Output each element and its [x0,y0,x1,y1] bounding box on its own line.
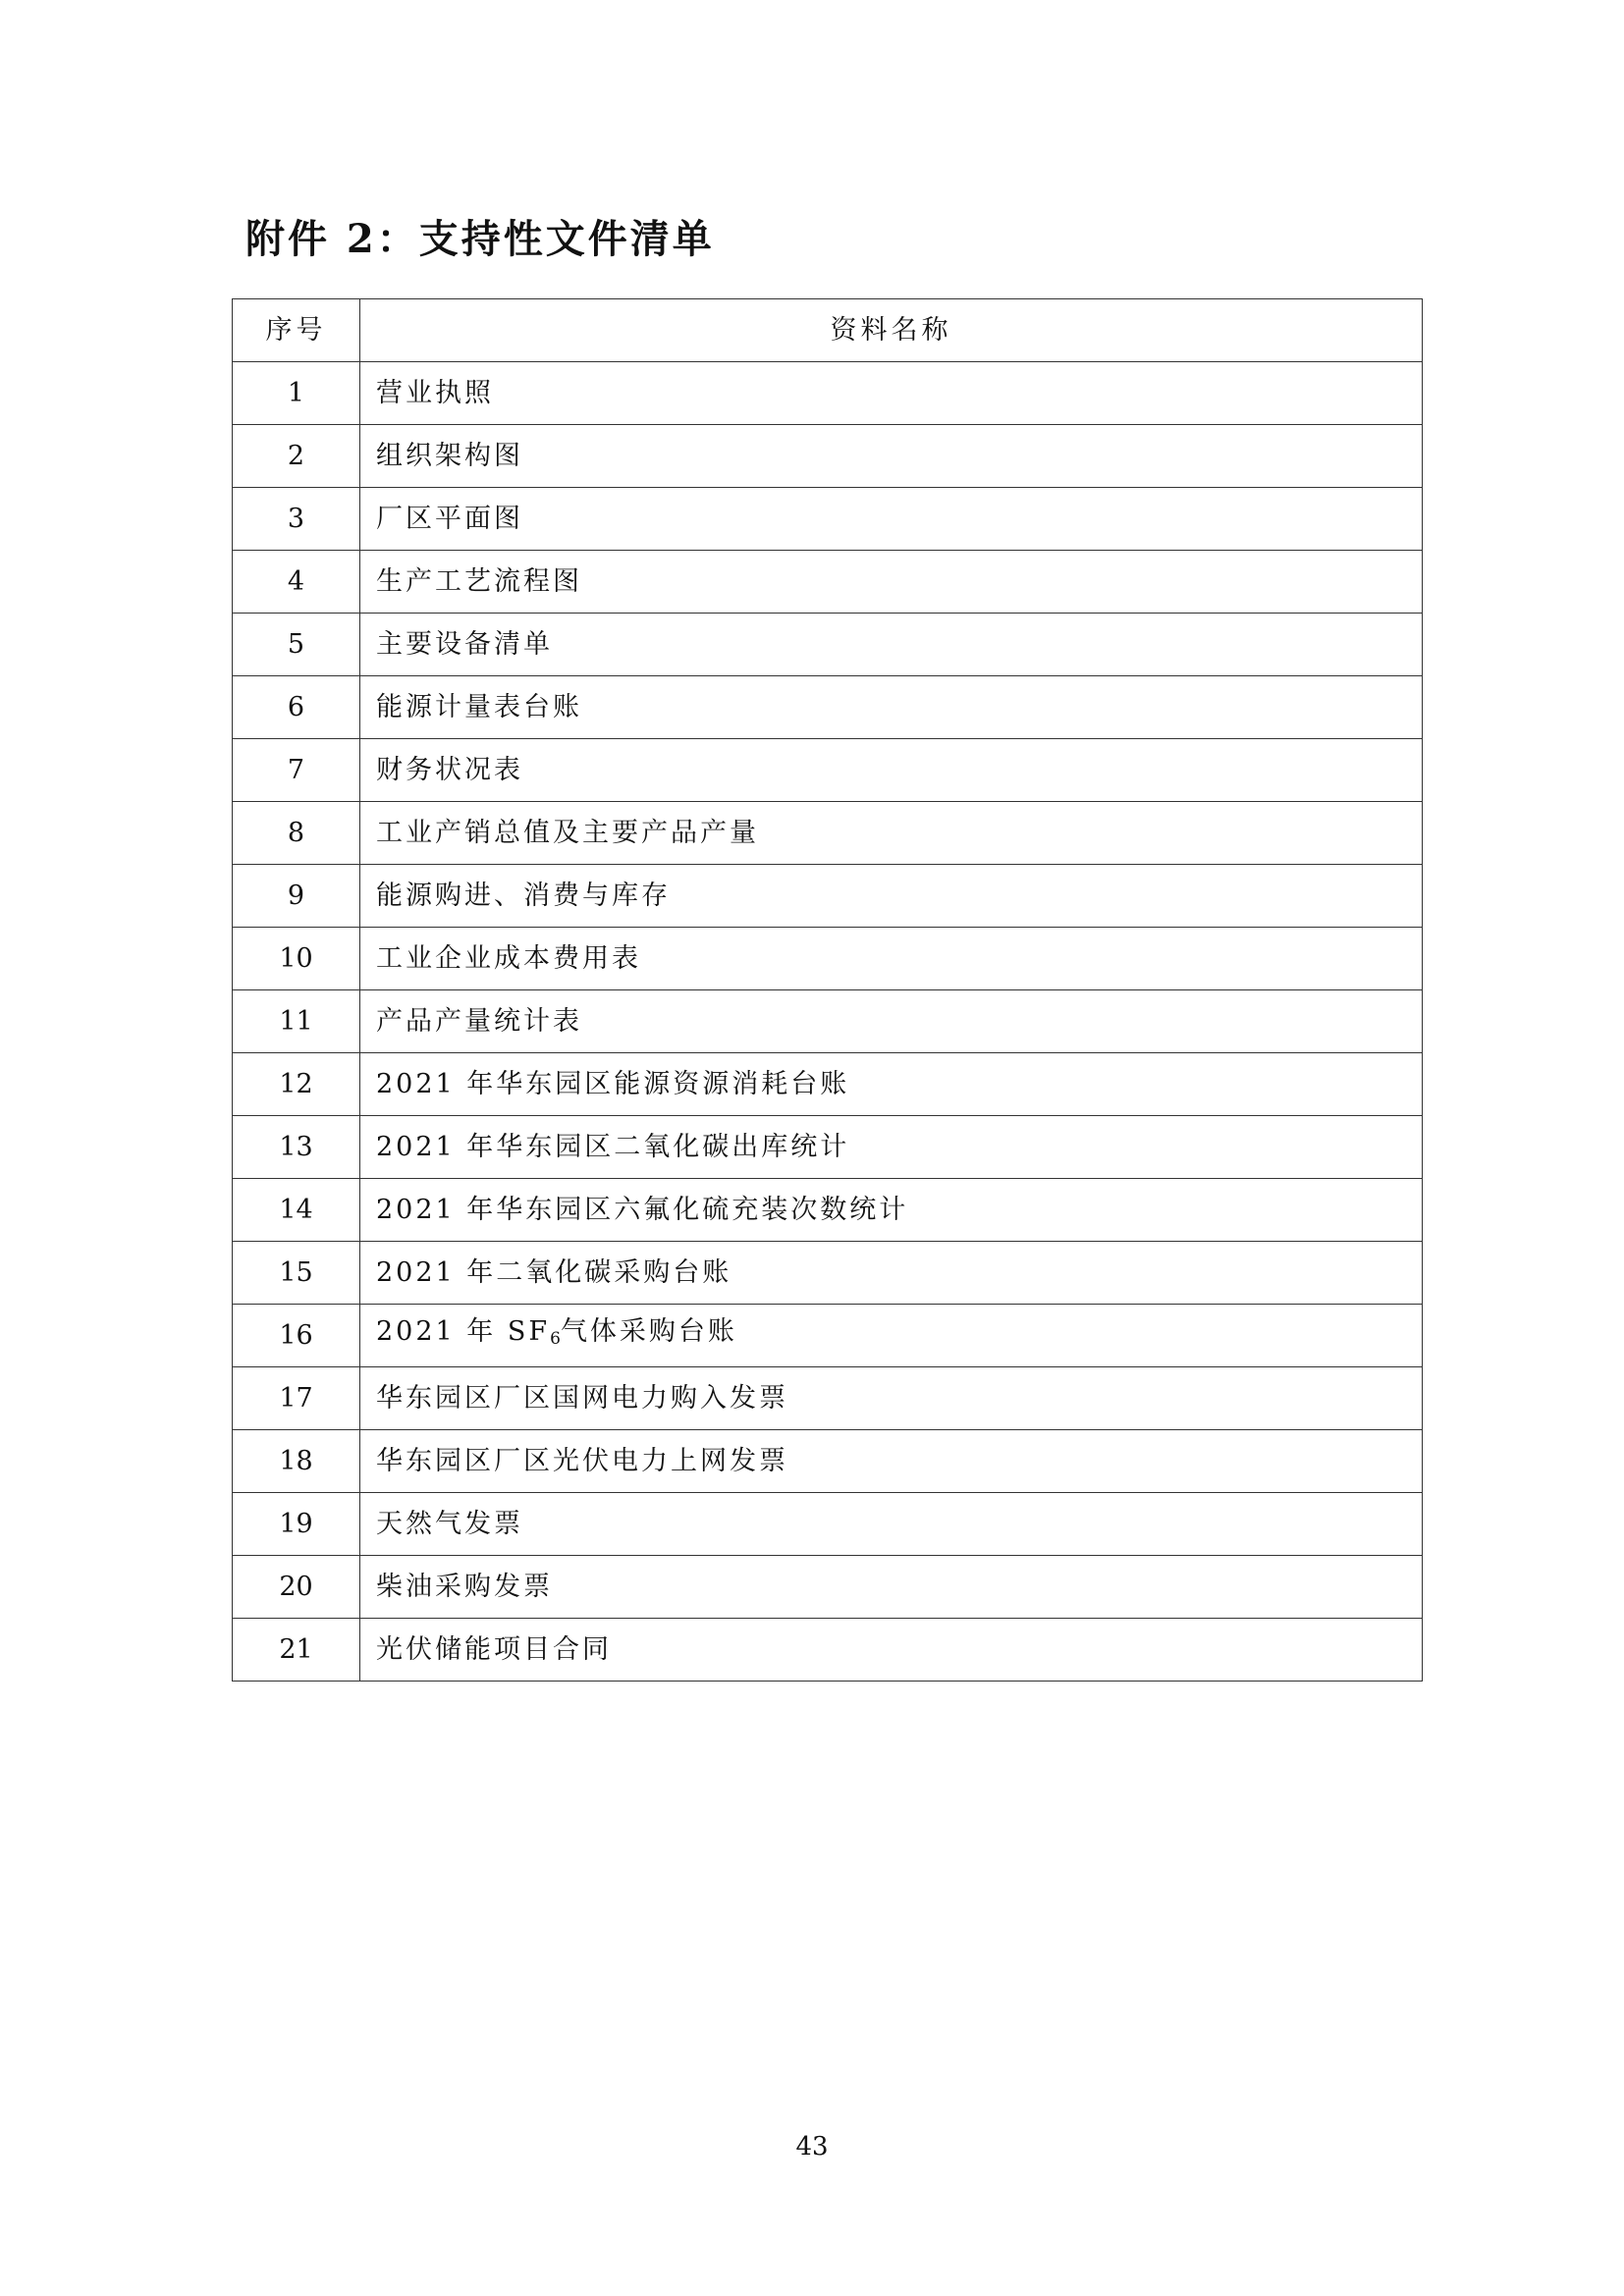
document-name-cell: 厂区平面图 [360,488,1423,551]
serial-number-cell: 10 [233,928,360,990]
page-number: 43 [795,2132,829,2162]
table-row [233,802,1423,865]
table-row [233,362,1423,425]
document-name-cell: 能源购进、消费与库存 [360,865,1423,928]
document-name-cell: 华东园区厂区国网电力购入发票 [360,1367,1423,1430]
serial-number-cell: 6 [233,676,360,739]
table-row [233,865,1423,928]
document-name-cell: 光伏储能项目合同 [360,1619,1423,1682]
serial-number-cell: 20 [233,1556,360,1619]
document-name-cell: 能源计量表台账 [360,676,1423,739]
table-header [233,299,1423,362]
serial-number-cell: 18 [233,1430,360,1493]
table-row [233,739,1423,802]
serial-number-cell: 15 [233,1242,360,1305]
document-name-cell: 柴油采购发票 [360,1556,1423,1619]
serial-number-cell: 21 [233,1619,360,1682]
page-title: 附件 2：支持性文件清单 [245,216,715,262]
table-header-row [233,299,1423,362]
serial-number-cell: 3 [233,488,360,551]
document-name-cell [360,1305,1423,1367]
table-row [233,1430,1423,1493]
table-row [233,928,1423,990]
serial-number-cell: 16 [233,1305,360,1367]
table-row [233,551,1423,614]
serial-number-cell: 1 [233,362,360,425]
header-document-name: 资料名称 [360,299,1423,362]
table-row [233,1053,1423,1116]
document-name-cell: 主要设备清单 [360,614,1423,676]
document-table-container [232,298,1422,1682]
document-name-cell: 2021 年二氧化碳采购台账 [360,1242,1423,1305]
document-name-cell: 产品产量统计表 [360,990,1423,1053]
header-serial-number: 序号 [233,299,360,362]
document-name-text: 气体采购台账 [560,1316,737,1347]
serial-number-cell: 7 [233,739,360,802]
document-name-cell: 组织架构图 [360,425,1423,488]
table-row [233,1556,1423,1619]
table-row [233,676,1423,739]
table-row [233,425,1423,488]
document-name-cell: 工业企业成本费用表 [360,928,1423,990]
document-name-cell: 2021 年华东园区六氟化硫充装次数统计 [360,1179,1423,1242]
document-name-cell: 2021 年华东园区能源资源消耗台账 [360,1053,1423,1116]
serial-number-cell: 19 [233,1493,360,1556]
table-row [233,990,1423,1053]
table-row [233,1493,1423,1556]
serial-number-cell: 2 [233,425,360,488]
document-name-cell: 财务状况表 [360,739,1423,802]
document-name-cell: 2021 年华东园区二氧化碳出库统计 [360,1116,1423,1179]
table-row [233,1116,1423,1179]
table-row [233,1619,1423,1682]
document-name-cell: 华东园区厂区光伏电力上网发票 [360,1430,1423,1493]
table-body [233,362,1423,1682]
table-row [233,488,1423,551]
serial-number-cell: 17 [233,1367,360,1430]
serial-number-cell: 12 [233,1053,360,1116]
document-name-cell: 生产工艺流程图 [360,551,1423,614]
serial-number-cell: 8 [233,802,360,865]
table-row [233,1179,1423,1242]
serial-number-cell: 11 [233,990,360,1053]
document-name-text: 2021 年 SF [376,1316,551,1347]
subscript-text: 6 [550,1329,561,1349]
serial-number-cell: 4 [233,551,360,614]
table-row [233,1242,1423,1305]
serial-number-cell: 9 [233,865,360,928]
document-name-cell: 天然气发票 [360,1493,1423,1556]
supporting-documents-table [232,298,1423,1682]
serial-number-cell: 14 [233,1179,360,1242]
table-row [233,1305,1423,1367]
table-row [233,1367,1423,1430]
document-name-cell: 工业产销总值及主要产品产量 [360,802,1423,865]
table-row [233,614,1423,676]
serial-number-cell: 13 [233,1116,360,1179]
serial-number-cell: 5 [233,614,360,676]
document-name-cell: 营业执照 [360,362,1423,425]
